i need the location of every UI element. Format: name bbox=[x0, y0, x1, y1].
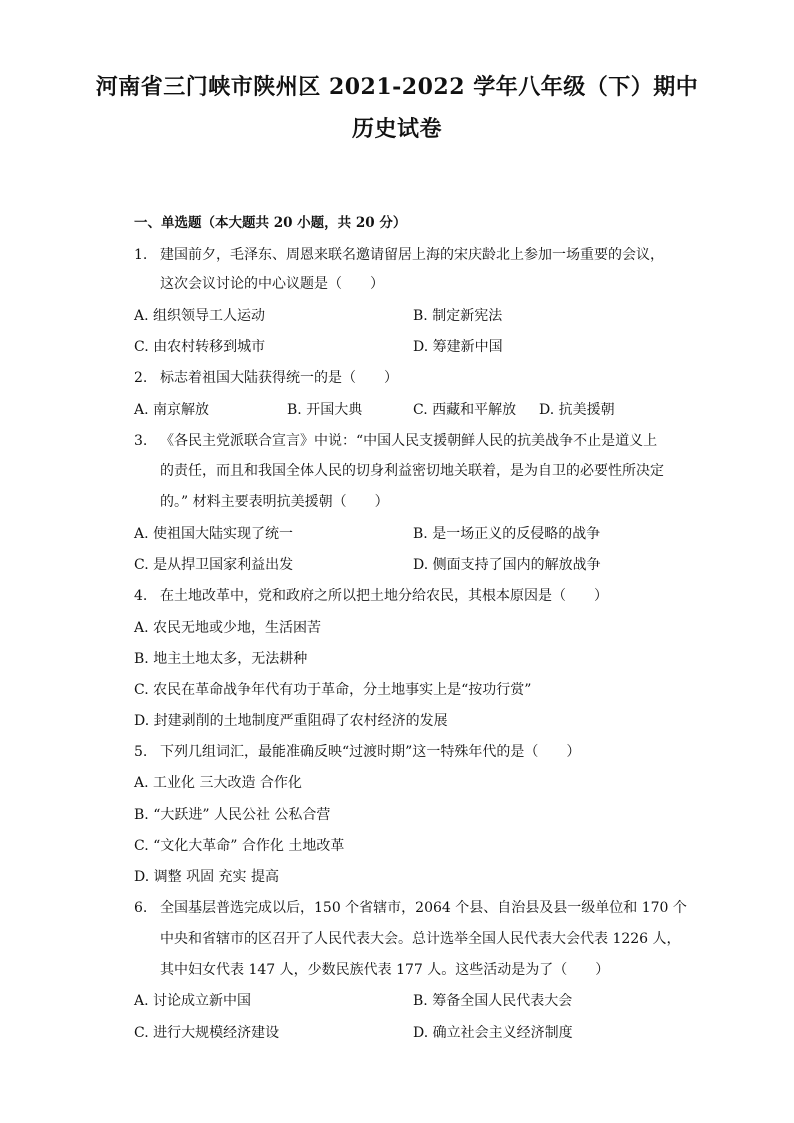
option-d: D. 调整 巩固 充实 提高 bbox=[134, 869, 279, 885]
option-a: A. 农民无地或少地，生活困苦 bbox=[134, 620, 322, 636]
question-text: 下列几组词汇，最能准确反映“过渡时期”这一特殊年代的是（ ） bbox=[160, 744, 581, 760]
option-c: C. “文化大革命” 合作化 土地改革 bbox=[134, 838, 345, 854]
question-text: 标志着祖国大陆获得统一的是（ ） bbox=[160, 370, 398, 386]
question-number: 3. bbox=[134, 433, 148, 449]
option-a: A. 讨论成立新中国 bbox=[134, 993, 252, 1009]
section-heading: 一、单选题（本大题共 20 小题，共 20 分） bbox=[134, 215, 407, 231]
option-d: D. 封建剥削的土地制度严重阻碍了农村经济的发展 bbox=[134, 713, 448, 729]
option-b: B. “大跃进” 人民公社 公私合营 bbox=[134, 807, 331, 823]
question-text: 中央和省辖市的区召开了人民代表大会。总计选举全国人民代表大会代表 1226 人， bbox=[160, 931, 681, 947]
question-text: 建国前夕，毛泽东、周恩来联名邀请留居上海的宋庆龄北上参加一场重要的会议， bbox=[160, 247, 664, 263]
question-text: 这次会议讨论的中心议题是（ ） bbox=[160, 276, 384, 292]
question-text: 其中妇女代表 147 人，少数民族代表 177 人。这些活动是为了（ ） bbox=[160, 962, 610, 978]
option-c: C. 是从捍卫国家利益出发 bbox=[134, 557, 294, 573]
question-number: 1. bbox=[134, 247, 148, 263]
question-number: 2. bbox=[134, 370, 148, 386]
option-a: A. 使祖国大陆实现了统一 bbox=[134, 526, 294, 542]
option-a: A. 工业化 三大改造 合作化 bbox=[134, 775, 302, 791]
question-text: 全国基层普选完成以后，150 个省辖市，2064 个县、自治县及县一级单位和 170 个 bbox=[160, 900, 687, 916]
question-text: 《各民主党派联合宣言》中说：“中国人民支援朝鲜人民的抗美战争不止是道义上 bbox=[160, 433, 658, 449]
option-b: B. 制定新宪法 bbox=[413, 308, 503, 324]
question-text: 在土地改革中，党和政府之所以把土地分给农民，其根本原因是（ ） bbox=[160, 588, 608, 604]
option-b: B. 地主土地太多，无法耕种 bbox=[134, 651, 308, 667]
option-b: B. 是一场正义的反侵略的战争 bbox=[413, 526, 601, 542]
question-text: 的责任，而且和我国全体人民的切身利益密切地关联着，是为自卫的必要性所决定 bbox=[160, 463, 664, 479]
option-d: D. 筹建新中国 bbox=[413, 339, 503, 355]
question-text: 的。” 材料主要表明抗美援朝（ ） bbox=[160, 494, 389, 510]
question-number: 4. bbox=[134, 588, 148, 604]
option-a: A. 组织领导工人运动 bbox=[134, 308, 266, 324]
option-b: B. 筹备全国人民代表大会 bbox=[413, 993, 573, 1009]
option-c: C. 由农村转移到城市 bbox=[134, 339, 266, 355]
option-c: C. 进行大规模经济建设 bbox=[134, 1025, 280, 1041]
option-c: C. 农民在革命战争年代有功于革命，分土地事实上是“按功行赏” bbox=[134, 682, 532, 698]
option-a: A. 南京解放 bbox=[134, 402, 210, 418]
exam-title-line1: 河南省三门峡市陕州区 2021-2022 学年八年级（下）期中 bbox=[95, 74, 699, 100]
exam-title-line2: 历史试卷 bbox=[351, 116, 442, 142]
question-number: 6. bbox=[134, 900, 148, 916]
option-c: C. 西藏和平解放 bbox=[413, 402, 517, 418]
option-d: D. 侧面支持了国内的解放战争 bbox=[413, 557, 601, 573]
option-d: D. 抗美援朝 bbox=[539, 402, 615, 418]
option-b: B. 开国大典 bbox=[287, 402, 363, 418]
question-number: 5. bbox=[134, 744, 148, 760]
option-d: D. 确立社会主义经济制度 bbox=[413, 1025, 573, 1041]
